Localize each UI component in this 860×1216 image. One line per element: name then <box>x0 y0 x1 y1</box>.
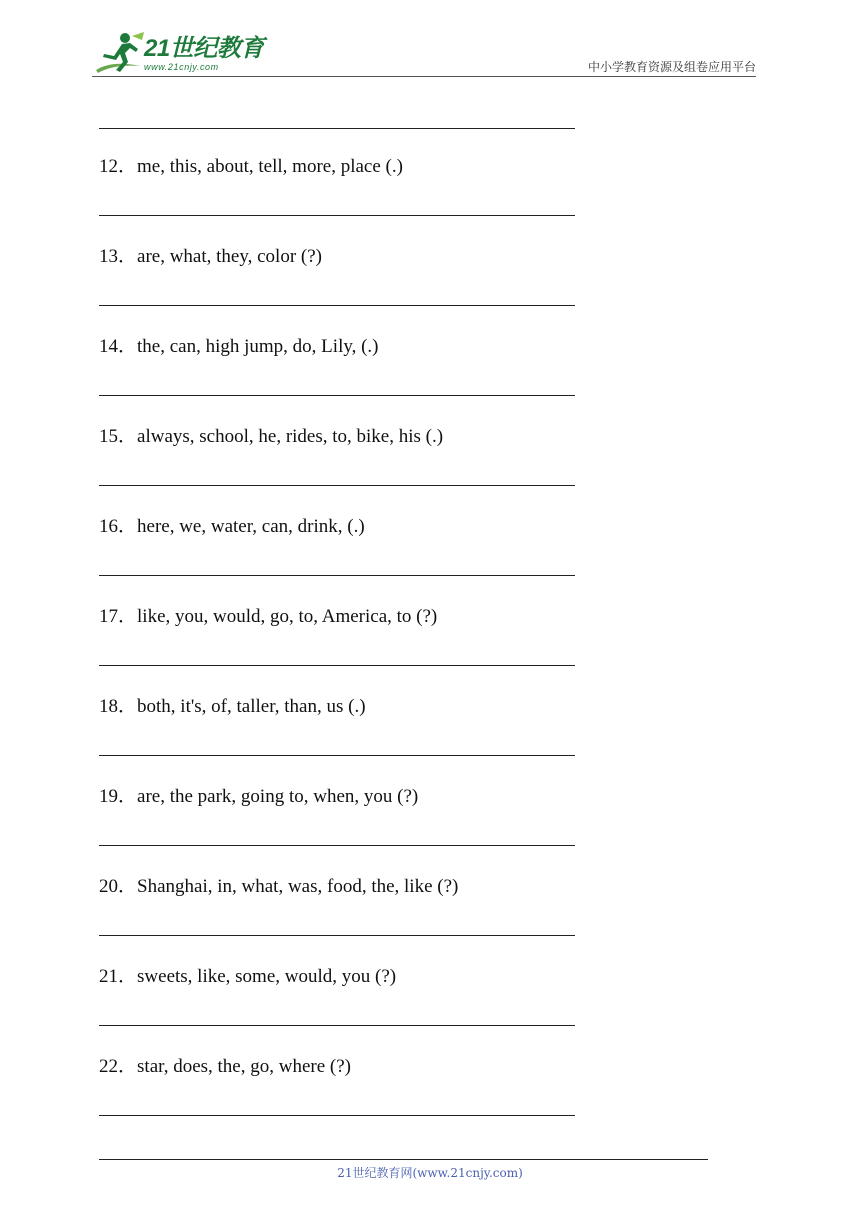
answer-line <box>99 128 575 129</box>
question-item <box>99 425 579 515</box>
question-item <box>99 515 579 605</box>
question-text <box>99 1055 351 1079</box>
question-text <box>99 245 322 269</box>
question-text <box>99 515 365 539</box>
question-separator: ． <box>118 336 138 357</box>
question-item <box>99 695 579 785</box>
question-number: 20 <box>99 876 118 897</box>
question-number: 13 <box>99 246 118 267</box>
question-words: like, you, would, go, to, America, to (?) <box>137 606 438 627</box>
question-text <box>99 335 379 359</box>
answer-line <box>99 845 575 846</box>
question-item <box>99 1055 579 1145</box>
question-separator: ． <box>118 966 138 987</box>
question-number: 15 <box>99 426 118 447</box>
question-item <box>99 605 579 695</box>
question-words: sweets, like, some, would, you (?) <box>137 966 397 987</box>
answer-line <box>99 215 575 216</box>
question-words: here, we, water, can, drink, (.) <box>137 516 365 537</box>
logo-url: www.21cnjy.com <box>144 62 219 72</box>
question-item <box>99 245 579 335</box>
question-number: 18 <box>99 696 118 717</box>
question-words: star, does, the, go, where (?) <box>137 1056 351 1077</box>
header-platform-text: 中小学教育资源及组卷应用平台 <box>587 60 756 74</box>
logo <box>92 30 262 76</box>
question-number: 22 <box>99 1056 118 1077</box>
question-number: 21 <box>99 966 118 987</box>
question-text <box>99 695 366 719</box>
page-header <box>92 30 756 80</box>
answer-line <box>99 395 575 396</box>
answer-line <box>99 665 575 666</box>
answer-line <box>99 755 575 756</box>
question-words: always, school, he, rides, to, bike, his (.) <box>137 426 444 447</box>
question-words: are, what, they, color (?) <box>137 246 322 267</box>
question-words: me, this, about, tell, more, place (.) <box>137 156 403 177</box>
question-text <box>99 965 396 989</box>
question-number: 19 <box>99 786 118 807</box>
question-separator: ． <box>118 1056 138 1077</box>
question-separator: ． <box>118 246 138 267</box>
question-separator: ． <box>118 786 138 807</box>
question-text <box>99 425 443 449</box>
question-separator: ． <box>118 606 138 627</box>
question-text <box>99 785 418 809</box>
answer-line <box>99 575 575 576</box>
question-separator: ． <box>118 876 138 897</box>
answer-line <box>99 485 575 486</box>
header-divider <box>92 76 756 77</box>
question-number: 12 <box>99 156 118 177</box>
question-words: Shanghai, in, what, was, food, the, like (?) <box>137 876 459 897</box>
question-separator: ． <box>118 696 138 717</box>
footer-divider <box>99 1159 708 1160</box>
question-text <box>99 605 437 629</box>
answer-line <box>99 1115 575 1116</box>
question-words: the, can, high jump, do, Lily, (.) <box>137 336 379 357</box>
question-number: 16 <box>99 516 118 537</box>
footer-text: 21世纪教育网(www.21cnjy.com) <box>337 1166 523 1180</box>
runner-logo-icon <box>92 30 146 76</box>
question-separator: ． <box>118 156 138 177</box>
question-item <box>99 155 579 245</box>
question-number: 17 <box>99 606 118 627</box>
question-words: are, the park, going to, when, you (?) <box>137 786 419 807</box>
question-item <box>99 965 579 1055</box>
question-text <box>99 155 403 179</box>
question-number: 14 <box>99 336 118 357</box>
question-text <box>99 875 458 899</box>
question-separator: ． <box>118 516 138 537</box>
question-words: both, it's, of, taller, than, us (.) <box>137 696 366 717</box>
answer-line <box>99 1025 575 1026</box>
answer-line <box>99 935 575 936</box>
answer-line <box>99 305 575 306</box>
question-item <box>99 335 579 425</box>
question-item <box>99 785 579 875</box>
logo-text: 21世纪教育 <box>144 35 264 62</box>
question-separator: ． <box>118 426 138 447</box>
question-item <box>99 875 579 965</box>
